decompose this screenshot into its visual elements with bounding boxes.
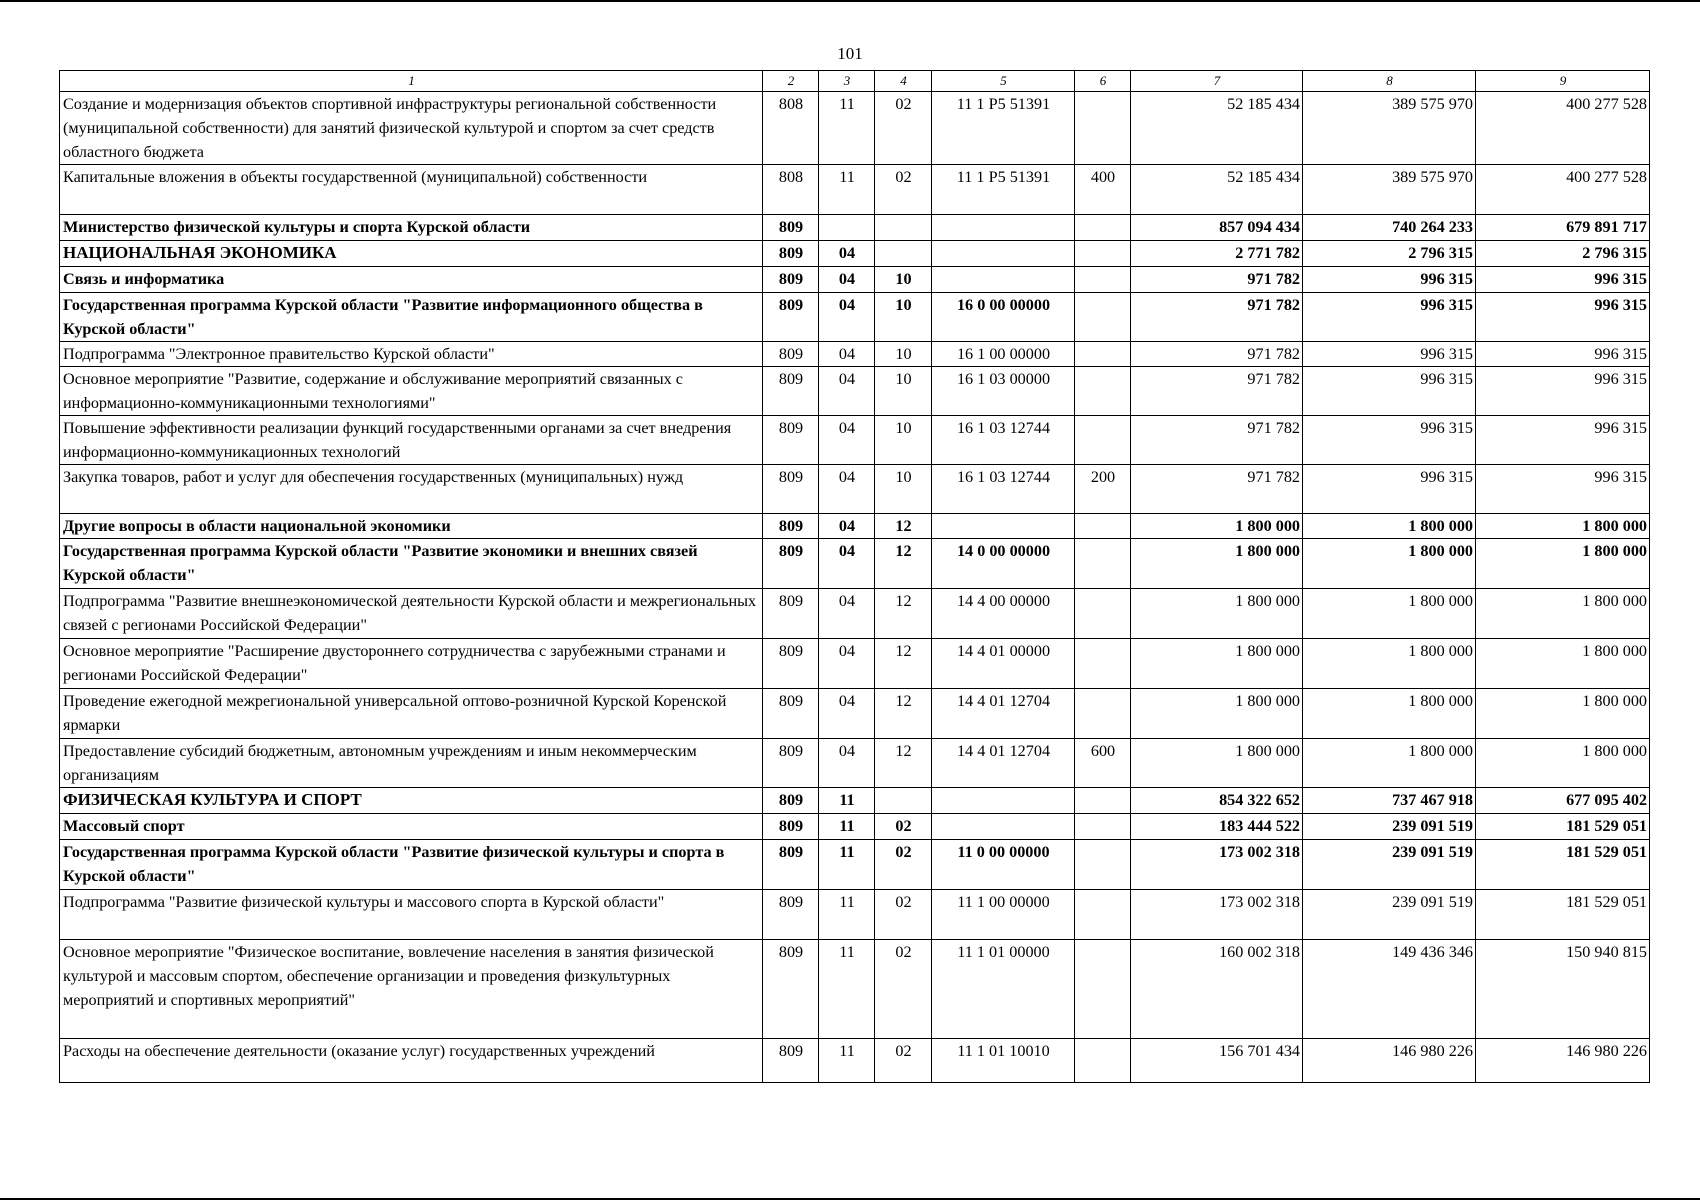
cell-target-article (932, 788, 1075, 814)
cell-amount-7: 52 185 434 (1131, 165, 1303, 215)
cell-name: Государственная программа Курской области "Развитие информационного общества в Курской области" (60, 293, 763, 342)
cell-subsection: 12 (875, 539, 932, 589)
cell-section: 04 (819, 416, 875, 465)
cell-amount-7: 854 322 652 (1131, 788, 1303, 814)
cell-ministry-code: 809 (763, 293, 819, 342)
cell-amount-7: 52 185 434 (1131, 92, 1303, 165)
cell-subsection: 10 (875, 416, 932, 465)
cell-subsection: 02 (875, 940, 932, 1039)
cell-section: 04 (819, 267, 875, 293)
cell-name: Проведение ежегодной межрегиональной универсальной оптово-розничной Курской Коренской ярмарки (60, 689, 763, 739)
cell-expense-type (1075, 416, 1131, 465)
cell-name: НАЦИОНАЛЬНАЯ ЭКОНОМИКА (60, 241, 763, 267)
cell-ministry-code: 809 (763, 465, 819, 514)
cell-subsection: 02 (875, 165, 932, 215)
cell-amount-8: 239 091 519 (1303, 814, 1476, 840)
cell-expense-type (1075, 840, 1131, 890)
cell-section: 11 (819, 840, 875, 890)
cell-amount-8: 996 315 (1303, 293, 1476, 342)
cell-name: Закупка товаров, работ и услуг для обеспечения государственных (муниципальных) нужд (60, 465, 763, 514)
cell-target-article (932, 267, 1075, 293)
cell-section: 11 (819, 788, 875, 814)
table-row (60, 940, 1650, 1039)
table-row (60, 215, 1650, 241)
cell-amount-9: 996 315 (1476, 293, 1650, 342)
cell-ministry-code: 809 (763, 539, 819, 589)
cell-amount-8: 996 315 (1303, 342, 1476, 367)
table-row (60, 342, 1650, 367)
col-header-5: 5 (932, 71, 1075, 92)
cell-amount-7: 1 800 000 (1131, 539, 1303, 589)
cell-expense-type (1075, 342, 1131, 367)
cell-subsection: 12 (875, 739, 932, 788)
cell-target-article: 11 1 00 00000 (932, 890, 1075, 940)
cell-target-article: 14 4 01 00000 (932, 639, 1075, 689)
cell-amount-9: 996 315 (1476, 367, 1650, 416)
table-row (60, 416, 1650, 465)
cell-section: 11 (819, 890, 875, 940)
col-header-2: 2 (763, 71, 819, 92)
cell-amount-9: 1 800 000 (1476, 739, 1650, 788)
table-row (60, 367, 1650, 416)
cell-amount-9: 2 796 315 (1476, 241, 1650, 267)
cell-amount-9: 996 315 (1476, 342, 1650, 367)
table-row (60, 639, 1650, 689)
cell-section: 04 (819, 589, 875, 639)
cell-ministry-code: 809 (763, 267, 819, 293)
cell-amount-8: 2 796 315 (1303, 241, 1476, 267)
cell-name: Основное мероприятие "Развитие, содержание и обслуживание мероприятий связанных с информационно-коммуникационными технологиями" (60, 367, 763, 416)
cell-ministry-code: 809 (763, 215, 819, 241)
cell-amount-7: 1 800 000 (1131, 589, 1303, 639)
cell-amount-9: 996 315 (1476, 465, 1650, 514)
cell-subsection: 12 (875, 514, 932, 539)
cell-amount-7: 1 800 000 (1131, 689, 1303, 739)
table-body (60, 92, 1650, 1083)
col-header-9: 9 (1476, 71, 1650, 92)
cell-name: Государственная программа Курской области "Развитие экономики и внешних связей Курской области" (60, 539, 763, 589)
cell-amount-7: 173 002 318 (1131, 890, 1303, 940)
cell-amount-7: 156 701 434 (1131, 1039, 1303, 1083)
cell-ministry-code: 809 (763, 589, 819, 639)
cell-subsection: 02 (875, 1039, 932, 1083)
cell-amount-8: 1 800 000 (1303, 689, 1476, 739)
cell-expense-type (1075, 367, 1131, 416)
cell-name: Подпрограмма "Развитие физической культуры и массового спорта в Курской области" (60, 890, 763, 940)
cell-target-article: 14 0 00 00000 (932, 539, 1075, 589)
cell-amount-9: 150 940 815 (1476, 940, 1650, 1039)
cell-amount-7: 183 444 522 (1131, 814, 1303, 840)
cell-section: 04 (819, 514, 875, 539)
cell-section: 11 (819, 814, 875, 840)
cell-amount-9: 996 315 (1476, 416, 1650, 465)
cell-ministry-code: 809 (763, 689, 819, 739)
cell-amount-8: 996 315 (1303, 465, 1476, 514)
cell-amount-9: 400 277 528 (1476, 92, 1650, 165)
col-header-1: 1 (60, 71, 763, 92)
cell-ministry-code: 809 (763, 514, 819, 539)
cell-target-article: 16 1 03 12744 (932, 465, 1075, 514)
col-header-4: 4 (875, 71, 932, 92)
cell-ministry-code: 809 (763, 342, 819, 367)
cell-expense-type: 200 (1075, 465, 1131, 514)
table-row (60, 465, 1650, 514)
col-header-8: 8 (1303, 71, 1476, 92)
cell-subsection (875, 215, 932, 241)
cell-section: 04 (819, 293, 875, 342)
cell-expense-type (1075, 890, 1131, 940)
cell-section: 11 (819, 92, 875, 165)
table-row (60, 689, 1650, 739)
cell-target-article: 11 1 P5 51391 (932, 165, 1075, 215)
cell-amount-8: 737 467 918 (1303, 788, 1476, 814)
cell-name: Расходы на обеспечение деятельности (оказание услуг) государственных учреждений (60, 1039, 763, 1083)
cell-amount-9: 677 095 402 (1476, 788, 1650, 814)
table-row (60, 788, 1650, 814)
table-row (60, 92, 1650, 165)
cell-ministry-code: 809 (763, 940, 819, 1039)
cell-subsection: 02 (875, 840, 932, 890)
cell-amount-8: 239 091 519 (1303, 890, 1476, 940)
cell-name: Государственная программа Курской области "Развитие физической культуры и спорта в Курской области" (60, 840, 763, 890)
cell-amount-7: 1 800 000 (1131, 739, 1303, 788)
cell-amount-9: 1 800 000 (1476, 514, 1650, 539)
cell-target-article: 14 4 01 12704 (932, 689, 1075, 739)
cell-subsection (875, 241, 932, 267)
cell-ministry-code: 809 (763, 739, 819, 788)
col-header-7: 7 (1131, 71, 1303, 92)
cell-subsection: 12 (875, 589, 932, 639)
cell-amount-8: 740 264 233 (1303, 215, 1476, 241)
cell-name: Повышение эффективности реализации функций государственными органами за счет внедрения информационно-коммуникационных технологий (60, 416, 763, 465)
cell-name: Основное мероприятие "Расширение двустороннего сотрудничества с зарубежными странами и регионами Российской Федерации" (60, 639, 763, 689)
cell-expense-type (1075, 814, 1131, 840)
cell-amount-9: 1 800 000 (1476, 639, 1650, 689)
cell-amount-8: 239 091 519 (1303, 840, 1476, 890)
cell-name: Капитальные вложения в объекты государственной (муниципальной) собственности (60, 165, 763, 215)
cell-amount-8: 1 800 000 (1303, 639, 1476, 689)
cell-amount-9: 996 315 (1476, 267, 1650, 293)
cell-amount-9: 181 529 051 (1476, 814, 1650, 840)
cell-amount-7: 160 002 318 (1131, 940, 1303, 1039)
cell-target-article: 11 1 P5 51391 (932, 92, 1075, 165)
cell-expense-type (1075, 1039, 1131, 1083)
cell-subsection: 10 (875, 367, 932, 416)
cell-expense-type: 400 (1075, 165, 1131, 215)
table-row (60, 165, 1650, 215)
col-header-6: 6 (1075, 71, 1131, 92)
cell-amount-9: 400 277 528 (1476, 165, 1650, 215)
cell-section: 11 (819, 940, 875, 1039)
cell-amount-7: 971 782 (1131, 293, 1303, 342)
cell-target-article: 14 4 01 12704 (932, 739, 1075, 788)
cell-amount-7: 173 002 318 (1131, 840, 1303, 890)
cell-amount-7: 1 800 000 (1131, 639, 1303, 689)
cell-subsection: 12 (875, 689, 932, 739)
cell-amount-8: 1 800 000 (1303, 589, 1476, 639)
cell-subsection: 12 (875, 639, 932, 689)
cell-ministry-code: 809 (763, 416, 819, 465)
cell-amount-9: 679 891 717 (1476, 215, 1650, 241)
page-frame-top (0, 0, 1700, 2)
cell-amount-8: 146 980 226 (1303, 1039, 1476, 1083)
cell-expense-type (1075, 293, 1131, 342)
cell-amount-7: 1 800 000 (1131, 514, 1303, 539)
cell-subsection: 10 (875, 342, 932, 367)
cell-target-article: 16 1 03 00000 (932, 367, 1075, 416)
table-row (60, 890, 1650, 940)
table-row (60, 514, 1650, 539)
cell-name: Создание и модернизация объектов спортивной инфраструктуры региональной собственности (муниципальной собственности) для занятий физической культурой и спортом за счет средств областного бюджета (60, 92, 763, 165)
cell-amount-9: 181 529 051 (1476, 890, 1650, 940)
cell-ministry-code: 809 (763, 639, 819, 689)
cell-target-article: 16 0 00 00000 (932, 293, 1075, 342)
cell-amount-8: 996 315 (1303, 416, 1476, 465)
cell-target-article (932, 215, 1075, 241)
table-row (60, 589, 1650, 639)
cell-expense-type (1075, 589, 1131, 639)
cell-amount-8: 149 436 346 (1303, 940, 1476, 1039)
table-row (60, 1039, 1650, 1083)
cell-amount-7: 971 782 (1131, 342, 1303, 367)
col-header-3: 3 (819, 71, 875, 92)
cell-amount-8: 996 315 (1303, 267, 1476, 293)
cell-target-article (932, 241, 1075, 267)
page-number: 101 (837, 44, 863, 63)
cell-expense-type (1075, 940, 1131, 1039)
cell-amount-7: 971 782 (1131, 416, 1303, 465)
cell-amount-8: 1 800 000 (1303, 739, 1476, 788)
cell-expense-type (1075, 215, 1131, 241)
cell-subsection: 10 (875, 267, 932, 293)
cell-amount-9: 1 800 000 (1476, 689, 1650, 739)
cell-subsection: 10 (875, 293, 932, 342)
cell-ministry-code: 808 (763, 165, 819, 215)
cell-subsection (875, 788, 932, 814)
cell-amount-8: 1 800 000 (1303, 539, 1476, 589)
cell-ministry-code: 809 (763, 367, 819, 416)
table-row (60, 267, 1650, 293)
cell-expense-type (1075, 514, 1131, 539)
cell-ministry-code: 809 (763, 1039, 819, 1083)
cell-name: Подпрограмма "Электронное правительство Курской области" (60, 342, 763, 367)
table-row (60, 241, 1650, 267)
cell-section: 11 (819, 1039, 875, 1083)
cell-amount-8: 1 800 000 (1303, 514, 1476, 539)
cell-name: Основное мероприятие "Физическое воспитание, вовлечение населения в занятия физической культурой и массовым спортом, обеспечение организации и проведения физкультурных мероприятий и спортивных мероприятий" (60, 940, 763, 1039)
cell-expense-type (1075, 539, 1131, 589)
cell-name: Связь и информатика (60, 267, 763, 293)
cell-name: ФИЗИЧЕСКАЯ КУЛЬТУРА И СПОРТ (60, 788, 763, 814)
cell-ministry-code: 809 (763, 840, 819, 890)
cell-ministry-code: 809 (763, 788, 819, 814)
cell-expense-type (1075, 788, 1131, 814)
budget-table (59, 70, 1650, 1083)
table-row (60, 814, 1650, 840)
cell-target-article (932, 514, 1075, 539)
cell-expense-type (1075, 92, 1131, 165)
cell-amount-7: 971 782 (1131, 367, 1303, 416)
cell-amount-8: 389 575 970 (1303, 165, 1476, 215)
cell-section: 04 (819, 739, 875, 788)
cell-section: 11 (819, 165, 875, 215)
cell-subsection: 02 (875, 814, 932, 840)
table-header-row (60, 71, 1650, 92)
cell-target-article: 14 4 00 00000 (932, 589, 1075, 639)
cell-subsection: 02 (875, 92, 932, 165)
cell-amount-8: 389 575 970 (1303, 92, 1476, 165)
cell-expense-type (1075, 689, 1131, 739)
cell-name: Предоставление субсидий бюджетным, автономным учреждениям и иным некоммерческим организациям (60, 739, 763, 788)
cell-section: 04 (819, 241, 875, 267)
cell-section: 04 (819, 465, 875, 514)
cell-amount-7: 971 782 (1131, 267, 1303, 293)
cell-subsection: 10 (875, 465, 932, 514)
cell-section: 04 (819, 639, 875, 689)
cell-amount-7: 971 782 (1131, 465, 1303, 514)
cell-expense-type (1075, 241, 1131, 267)
table-row (60, 739, 1650, 788)
cell-section (819, 215, 875, 241)
table-row (60, 293, 1650, 342)
cell-ministry-code: 809 (763, 890, 819, 940)
cell-amount-7: 2 771 782 (1131, 241, 1303, 267)
cell-amount-9: 1 800 000 (1476, 589, 1650, 639)
cell-target-article (932, 814, 1075, 840)
cell-target-article: 11 1 01 00000 (932, 940, 1075, 1039)
cell-name: Министерство физической культуры и спорта Курской области (60, 215, 763, 241)
cell-amount-9: 181 529 051 (1476, 840, 1650, 890)
cell-ministry-code: 809 (763, 241, 819, 267)
cell-name: Массовый спорт (60, 814, 763, 840)
cell-section: 04 (819, 367, 875, 416)
cell-amount-8: 996 315 (1303, 367, 1476, 416)
cell-ministry-code: 808 (763, 92, 819, 165)
cell-expense-type: 600 (1075, 739, 1131, 788)
cell-section: 04 (819, 689, 875, 739)
cell-target-article: 16 1 00 00000 (932, 342, 1075, 367)
cell-amount-9: 146 980 226 (1476, 1039, 1650, 1083)
cell-name: Другие вопросы в области национальной экономики (60, 514, 763, 539)
cell-section: 04 (819, 539, 875, 589)
cell-target-article: 11 0 00 00000 (932, 840, 1075, 890)
cell-target-article: 11 1 01 10010 (932, 1039, 1075, 1083)
cell-expense-type (1075, 267, 1131, 293)
cell-ministry-code: 809 (763, 814, 819, 840)
cell-target-article: 16 1 03 12744 (932, 416, 1075, 465)
cell-subsection: 02 (875, 890, 932, 940)
table-row (60, 840, 1650, 890)
table-row (60, 539, 1650, 589)
cell-section: 04 (819, 342, 875, 367)
cell-expense-type (1075, 639, 1131, 689)
cell-name: Подпрограмма "Развитие внешнеэкономической деятельности Курской области и межрегиональных связей с регионами Российской Федерации" (60, 589, 763, 639)
cell-amount-9: 1 800 000 (1476, 539, 1650, 589)
cell-amount-7: 857 094 434 (1131, 215, 1303, 241)
